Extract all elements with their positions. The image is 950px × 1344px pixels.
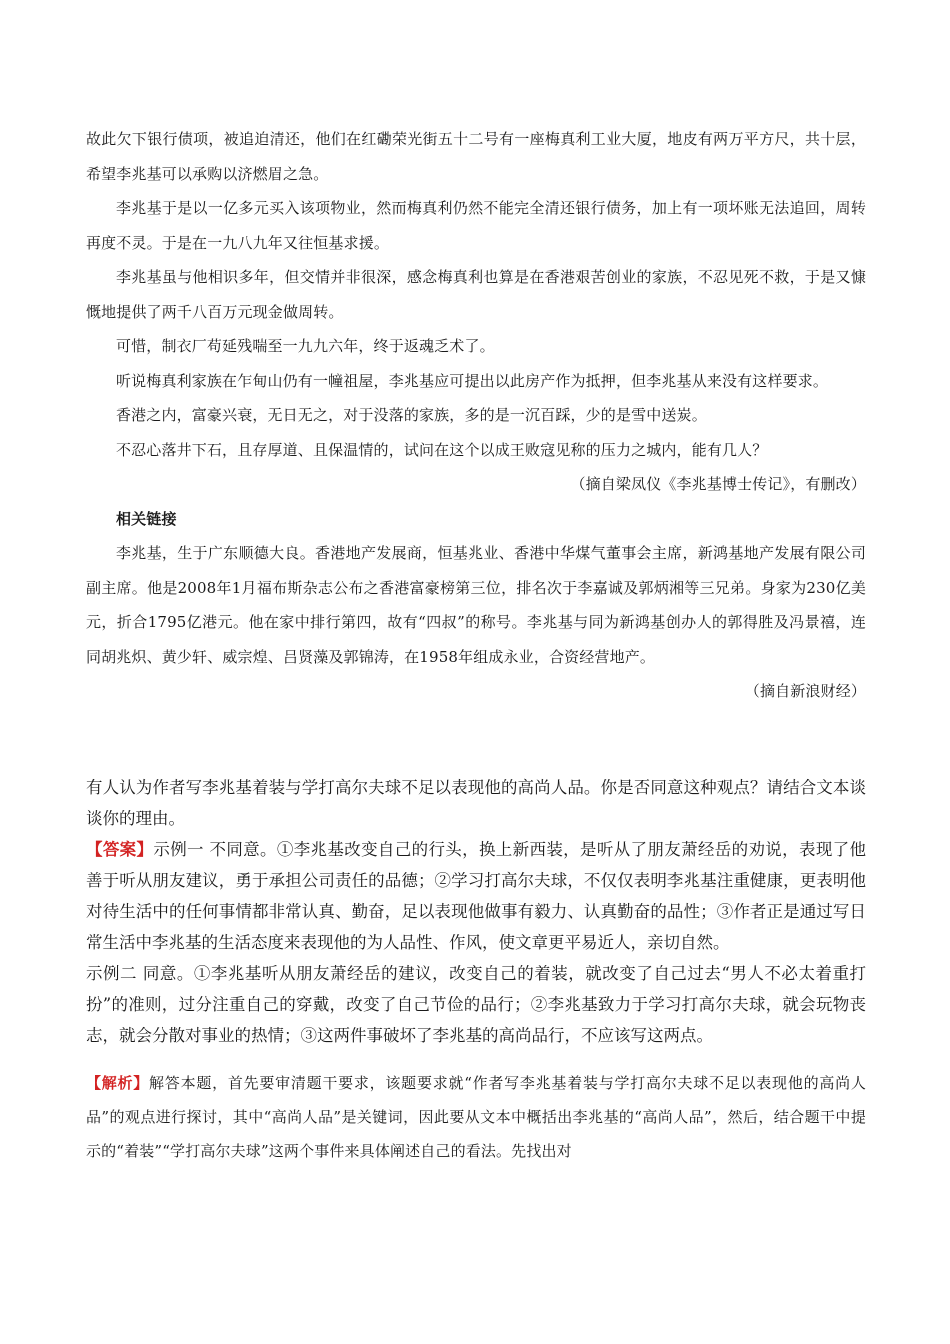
story-paragraph-4: 可惜，制衣厂苟延残喘至一九九六年，终于返魂乏术了。	[116, 337, 495, 355]
related-link-paragraph: 李兆基，生于广东顺德大良。香港地产发展商，恒基兆业、香港中华煤气董事会主席，新鸿基地产发展有限公司副主席。他是2008年1月福布斯杂志公布之香港富豪榜第三位，排名次于李嘉诚及郭炳湘等三兄弟。身家为230亿美元，折合1795亿港元。他在家中排行第四，故有“四叔”的称号。李兆基与同为新鸿基创办人的郭得胜及冯景禧，连同胡兆炽、黄少轩、威宗煌、吕贤藻及郭锦涛，在1958年组成永业，合资经营地产。	[86, 544, 866, 666]
related-link-source: （摘自新浪财经）	[744, 682, 866, 700]
related-link-heading: 相关链接	[116, 509, 177, 528]
analysis-text: 解答本题，首先要审清题干要求，该题要求就“作者写李兆基着装与学打高尔夫球不足以表现他的高尚人品”的观点进行探讨，其中“高尚人品”是关键词，因此要从文本中概括出李兆基的“高尚人品”，然后，结合题干中提示的“着装”“学打高尔夫球”这两个事件来具体阐述自己的看法。先找出对	[86, 1074, 866, 1160]
story-paragraph-7: 不忍心落井下石，且存厚道、且保温情的，试问在这个以成王败寇见称的压力之城内，能有几人？	[116, 440, 768, 459]
answer-tag: 【答案】	[86, 840, 154, 859]
story-paragraph-3: 李兆基虽与他相识多年，但交情并非很深，感念梅真利也算是在香港艰苦创业的家族，不忍见死不救，于是又慷慨地提供了两千八百万元现金做周转。	[86, 268, 866, 321]
question-answer-block	[86, 772, 866, 1051]
answer-example-1	[86, 834, 866, 958]
story-paragraph-5: 听说梅真利家族在乍甸山仍有一幢祖屋，李兆基应可提出以此房产作为抵押，但李兆基从来没有这样要求。	[116, 371, 829, 390]
story-paragraph-2: 李兆基于是以一亿多元买入该项物业，然而梅真利仍然不能完全清还银行债务，加上有一项坏账无法追回，周转再度不灵。于是在一九八九年又往恒基求援。	[86, 199, 866, 252]
analysis-tag: 【解析】	[86, 1074, 150, 1092]
answer-example-1-text: 示例一 不同意。①李兆基改变自己的行头，换上新西装，是听从了朋友萧经岳的劝说，表现了他善于听从朋友建议，勇于承担公司责任的品德；②学习打高尔夫球，不仅仅表明李兆基注重健康，更表明他对待生活中的任何事情都非常认真、勤奋，足以表现他做事有毅力、认真勤奋的品性；③作者正是通过写日常生活中李兆基的生活态度来表现他的为人品性、作风，使文章更平易近人，亲切自然。	[86, 840, 867, 952]
story-excerpt	[86, 122, 866, 709]
analysis-paragraph	[86, 1066, 866, 1168]
story-source: （摘自梁凤仪《李兆基博士传记》，有删改）	[570, 475, 866, 493]
analysis-block	[86, 1066, 866, 1168]
answer-example-2: 示例二 同意。①李兆基听从朋友萧经岳的建议，改变自己的着装，就改变了自己过去“男人不必太着重打扮”的准则，过分注重自己的穿戴，改变了自己节俭的品行；②李兆基致力于学习打高尔夫球，就会玩物丧志，就会分散对事业的热情；③这两件事破坏了李兆基的高尚品行，不应该写这两点。	[86, 964, 866, 1045]
story-paragraph-1: 故此欠下银行债项，被追迫清还，他们在红磡荣光街五十二号有一座梅真利工业大厦，地皮有两万平方尺，共十层，希望李兆基可以承购以济燃眉之急。	[86, 130, 866, 183]
question-text: 有人认为作者写李兆基着装与学打高尔夫球不足以表现他的高尚人品。你是否同意这种观点？请结合文本谈谈你的理由。	[86, 778, 866, 828]
story-paragraph-6: 香港之内，富豪兴衰，无日无之，对于没落的家族，多的是一沉百踩，少的是雪中送炭。	[116, 406, 707, 424]
